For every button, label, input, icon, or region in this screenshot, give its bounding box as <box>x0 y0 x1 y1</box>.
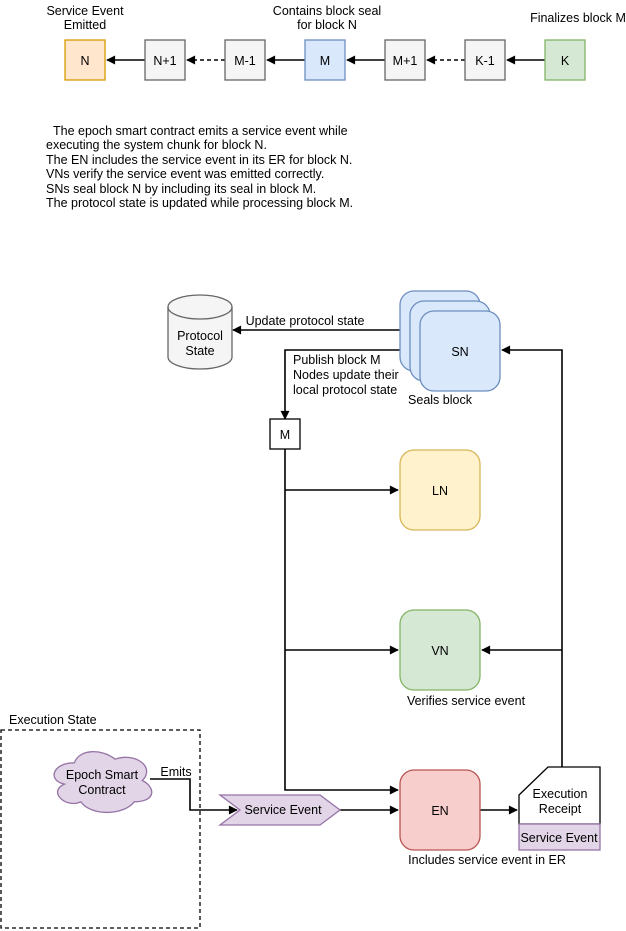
update-protocol-state-label: Update protocol state <box>245 314 365 328</box>
epoch-smart-contract-label-line2: Contract <box>78 783 126 797</box>
sn-node-stack <box>400 291 500 391</box>
description-line5: SNs seal block N by including its seal in block M. <box>46 182 317 196</box>
protocol-state-label-line2: State <box>185 344 215 358</box>
caption-service-event-emitted-line1: Service Event <box>46 4 124 18</box>
execution-receipt-label-line1: Execution <box>532 787 588 801</box>
en-node-label: EN <box>431 804 449 818</box>
block-m-plus-1-label: M+1 <box>392 54 418 68</box>
sn-caption: Seals block <box>408 393 472 407</box>
publish-note-line2: Nodes update their <box>293 368 399 382</box>
description-line3: The EN includes the service event in its ER for block N. <box>46 153 353 167</box>
block-m-label: M <box>319 54 331 68</box>
sn-node-label: SN <box>451 345 469 359</box>
service-event-step-label: Service Event <box>244 803 322 817</box>
receipt-service-event-badge-label: Service Event <box>520 831 598 845</box>
caption-service-event-emitted-line2: Emitted <box>63 18 107 32</box>
protocol-state-label-line1: Protocol <box>177 329 223 343</box>
execution-receipt-label-line2: Receipt <box>538 802 582 816</box>
vn-caption: Verifies service event <box>406 694 526 708</box>
labels <box>9 4 626 867</box>
block-k-label: K <box>560 54 570 68</box>
execution-state-label: Execution State <box>9 713 97 727</box>
publish-note-line3: local protocol state <box>293 383 398 397</box>
caption-contains-block-seal-line1: Contains block seal <box>272 4 382 18</box>
emits-label: Emits <box>160 765 192 779</box>
epoch-smart-contract-label-line1: Epoch Smart <box>65 768 139 782</box>
ln-node-label: LN <box>432 484 448 498</box>
description-line1: The epoch smart contract emits a service event while <box>53 124 348 138</box>
caption-finalizes-block-m: Finalizes block M <box>530 11 626 25</box>
block-m-minus-1-label: M-1 <box>234 54 256 68</box>
publish-note-line1: Publish block M <box>293 353 381 367</box>
en-caption: Includes service event in ER <box>408 853 566 867</box>
block-n-plus-1-label: N+1 <box>153 54 177 68</box>
vn-node-label: VN <box>431 644 449 658</box>
description-line6: The protocol state is updated while processing block M. <box>46 196 354 210</box>
block-n-label: N <box>80 54 90 68</box>
caption-contains-block-seal-line2: for block N <box>297 18 357 32</box>
block-k-minus-1-label: K-1 <box>475 54 495 68</box>
description-line4: VNs verify the service event was emitted correctly. <box>46 167 325 181</box>
published-block-m-label: M <box>279 428 291 442</box>
description-line2: executing the system chunk for block N. <box>46 138 267 152</box>
connector-m-to-en <box>285 449 398 790</box>
